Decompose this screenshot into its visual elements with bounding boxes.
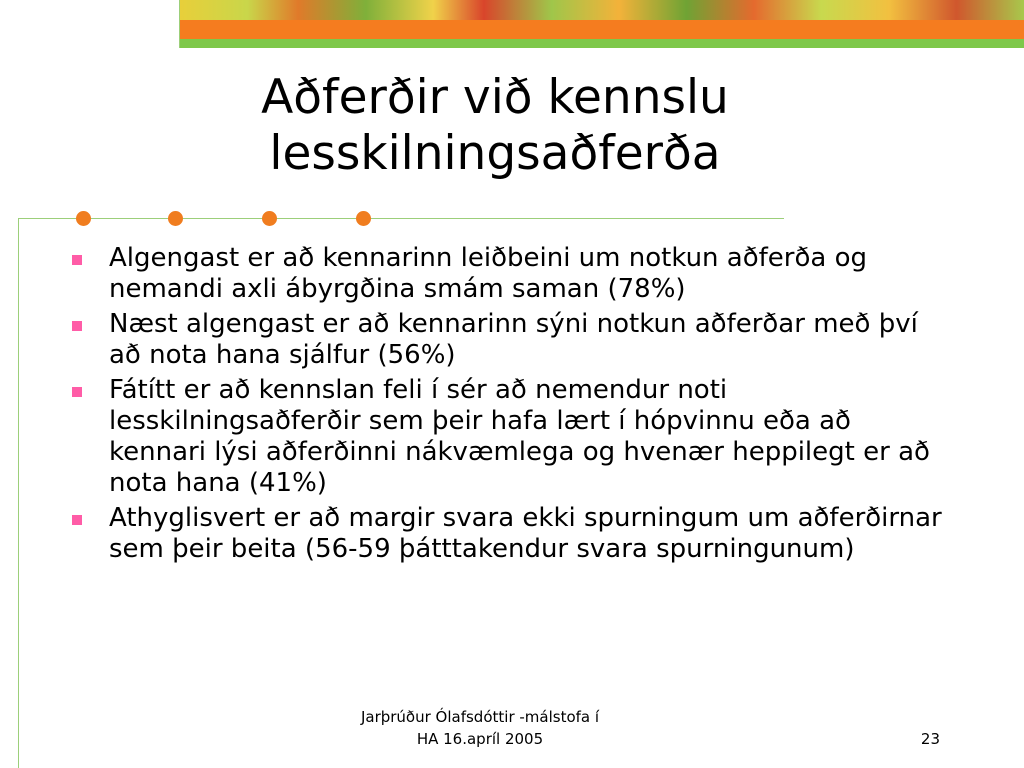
divider-dot	[262, 211, 277, 226]
bullet-square-icon	[72, 321, 82, 331]
bullet-text: Fátítt er að kennslan feli í sér að nemendur noti lesskilningsaðferðir sem þeir hafa lært í hópvinnu eða að kennari lýsi aðferðinni nákvæmlega og hvenær heppilegt er að nota hana (41%)	[109, 375, 930, 498]
bullet-item	[70, 375, 950, 499]
footer-line-1: Jarþrúður Ólafsdóttir -málstofa í	[360, 708, 600, 726]
bullet-item	[70, 243, 950, 305]
title-divider	[18, 218, 784, 219]
decorative-banner-image	[180, 0, 1024, 20]
slide-title-line-1: Aðferðir við kennslu	[261, 70, 729, 125]
bullet-text: Algengast er að kennarinn leiðbeini um notkun aðferða og nemandi axli ábyrgðina smám saman (78%)	[109, 243, 867, 304]
bullet-item	[70, 309, 950, 371]
divider-dot	[356, 211, 371, 226]
top-vertical-rule	[179, 0, 180, 48]
slide-title	[180, 70, 810, 182]
footer-line-2: HA 16.apríl 2005	[416, 730, 544, 748]
bullet-text: Athyglisvert er að margir svara ekki spurningum um aðferðirnar sem þeir beita (56-59 þátttakendur svara spurningunum)	[109, 503, 942, 564]
page-number: 23	[920, 730, 940, 748]
slide-title-line-2: lesskilningsaðferða	[269, 126, 721, 181]
slide-footer	[320, 706, 640, 750]
bullet-square-icon	[72, 255, 82, 265]
green-header-bar	[180, 39, 1024, 48]
left-vertical-rule	[18, 218, 19, 768]
divider-dot	[168, 211, 183, 226]
orange-header-bar	[180, 20, 1024, 39]
bullet-list	[70, 243, 950, 569]
divider-dot	[76, 211, 91, 226]
bullet-item	[70, 503, 950, 565]
bullet-square-icon	[72, 387, 82, 397]
bullet-square-icon	[72, 515, 82, 525]
bullet-text: Næst algengast er að kennarinn sýni notkun aðferðar með því að nota hana sjálfur (56%)	[109, 309, 918, 370]
